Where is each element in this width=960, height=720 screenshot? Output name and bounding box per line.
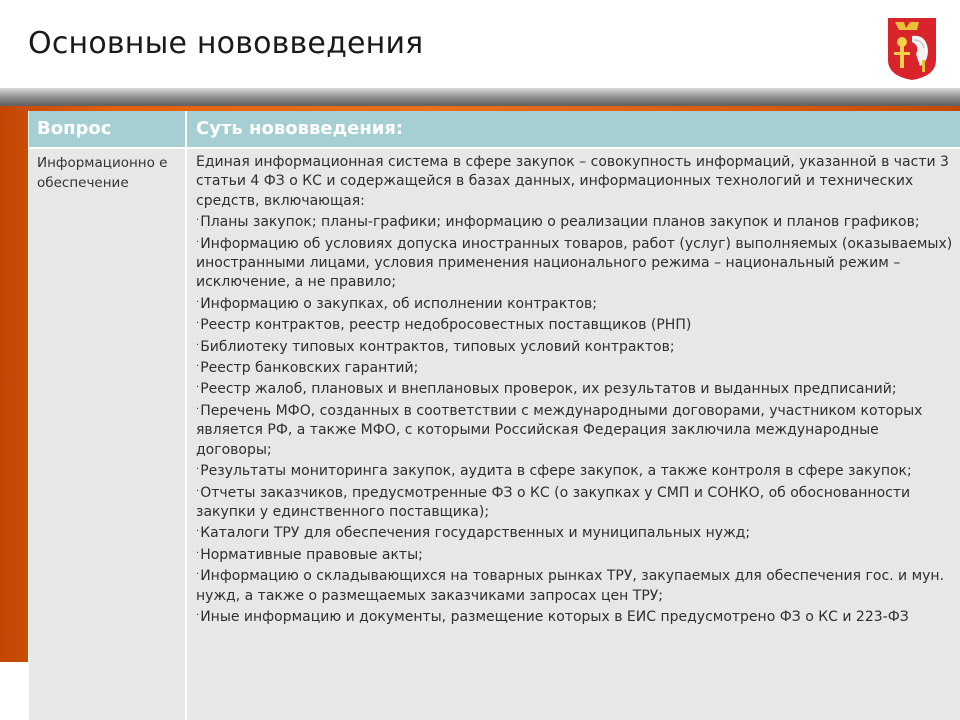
list-item: · Отчеты заказчиков, предусмотренные ФЗ о КС (о закупках у СМП и СОНКО, об обоснованности закупки у единственного поставщика); xyxy=(196,482,954,523)
header-cell-question: Вопрос xyxy=(37,118,112,139)
list-item: · Реестр контрактов, реестр недобросовестных поставщиков (РНП) xyxy=(196,314,954,335)
topic-cell: Информационно е обеспечение xyxy=(37,155,168,191)
list-item: · Перечень МФО, созданных в соответствии с международными договорами, участником которых является РФ, а также МФО, с которыми Российская Федерация заключила международные договоры; xyxy=(196,400,954,460)
list-item: · Реестр банковских гарантий; xyxy=(196,357,954,378)
coat-of-arms-icon xyxy=(886,16,938,82)
list-item: · Каталоги ТРУ для обеспечения государственных и муниципальных нужд; xyxy=(196,522,954,543)
table-header-row xyxy=(29,111,960,149)
list-item: · Реестр жалоб, плановых и внеплановых проверок, их результатов и выданных предписаний; xyxy=(196,378,954,399)
list-item: · Иные информацию и документы, размещение которых в ЕИС предусмотрено ФЗ о КС и 223-ФЗ xyxy=(196,606,954,627)
slide-title: Основные нововведения xyxy=(28,26,424,61)
content-table xyxy=(28,111,960,720)
list-item: · Информацию о складывающихся на товарных рынках ТРУ, закупаемых для обеспечения гос. и мун. нужд, а также о размещаемых заказчиками запросах цен ТРУ; xyxy=(196,565,954,606)
intro-text: Единая информационная система в сфере закупок – совокупность информаций, указанной в части 3 статьи 4 ФЗ о КС и содержащейся в базах данных, информационных технологий и технических средств, включающая: xyxy=(196,154,949,209)
essence-cell xyxy=(196,153,954,627)
list-item: · Информацию о закупках, об исполнении контрактов; xyxy=(196,293,954,314)
list-item: · Нормативные правовые акты; xyxy=(196,544,954,565)
list-item: · Результаты мониторинга закупок, аудита в сфере закупок, а также контроля в сфере закупок; xyxy=(196,460,954,481)
column-divider xyxy=(185,111,187,720)
list-item: · Информацию об условиях допуска иностранных товаров, работ (услуг) выполняемых (оказываемых) иностранными лицами, условия применения национального режима – национальный режим – исключение, а не правило; xyxy=(196,233,954,293)
header-divider-band xyxy=(0,88,960,106)
list-item: · Планы закупок; планы-графики; информацию о реализации планов закупок и планов графиков; xyxy=(196,211,954,232)
header-cell-essence: Суть нововведения: xyxy=(196,118,404,139)
list-item: · Библиотеку типовых контрактов, типовых условий контрактов; xyxy=(196,336,954,357)
